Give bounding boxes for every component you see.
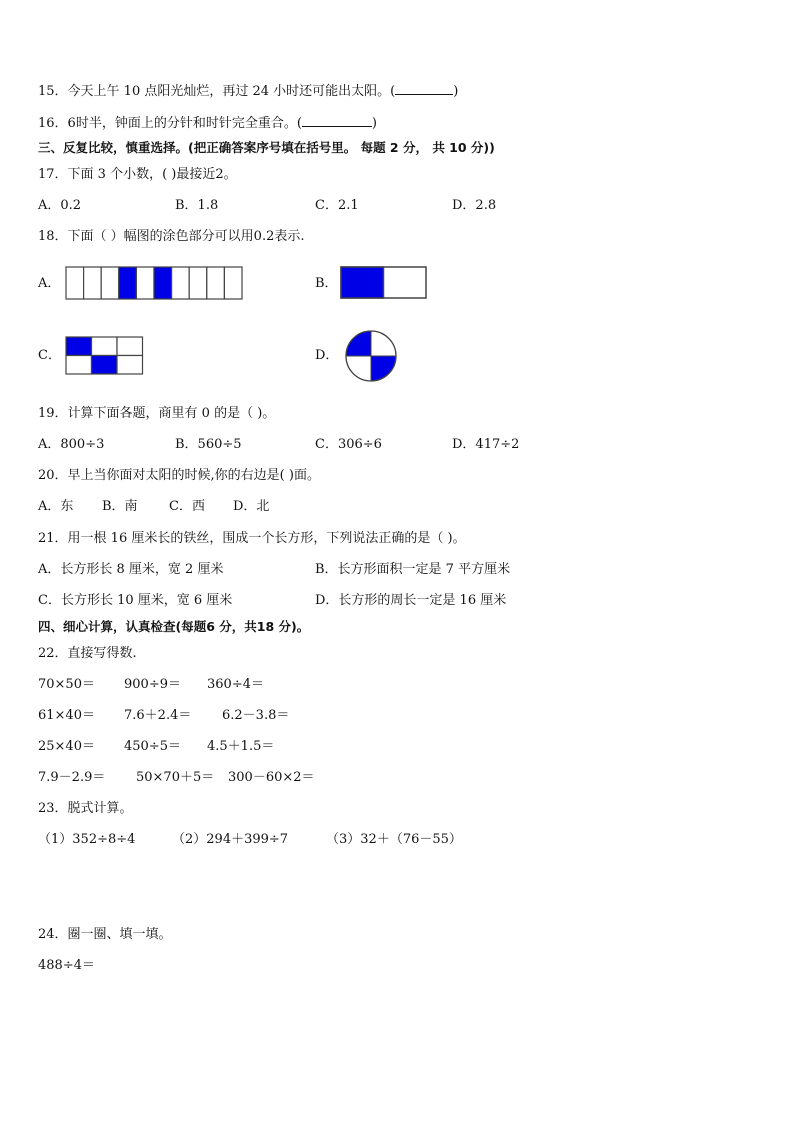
calc-item: 360÷4＝ [207,677,264,692]
q19-option-c[interactable]: C．306÷6 [315,437,382,452]
q19-option-d[interactable]: D．417÷2 [452,437,520,452]
answer-blank-16[interactable] [302,114,372,127]
figure-a-cell [207,267,225,299]
calc-item: 4.5＋1.5＝ [207,739,275,754]
figure-c-cell [92,356,118,375]
figure-a-cell [224,267,242,299]
figure-a-cell [66,267,84,299]
figure-b-shaded-part [341,267,384,298]
calc-item: 300－60×2＝ [228,770,315,785]
q21-option-c[interactable]: C．长方形长 10 厘米，宽 6 厘米 [38,593,233,608]
q17-option-a[interactable]: A．0.2 [38,198,82,213]
calc-item: 61×40＝ [38,708,95,723]
section-3-heading: 三、反复比较，慎重选择。(把正确答案序号填在括号里。 每题 2 分， 共 10 分)) [38,140,495,155]
figure-c-cell [117,356,143,375]
figure-a-cell [119,267,137,299]
q18-label-b: B． [315,276,338,291]
question-16-close: ) [371,116,377,131]
question-15 [38,82,458,101]
question-16 [38,114,377,133]
figure-c-cell [66,356,92,375]
calc-item: 50×70＋5＝ [136,770,215,785]
q21-option-b[interactable]: B．长方形面积一定是 7 平方厘米 [315,562,511,577]
step-calc-item-1: （1）352÷8÷4 [38,832,136,847]
question-15-text: 15．今天上午 10 点阳光灿烂，再过 24 小时还可能出太阳。( [38,84,396,99]
question-23-stem: 23．脱式计算。 [38,801,133,816]
question-18-stem: 18．下面（ ）幅图的涂色部分可以用0.2表示. [38,229,305,244]
question-22-stem: 22．直接写得数. [38,646,137,661]
figure-b-bar[interactable] [340,266,428,300]
q18-label-d: D． [315,348,339,363]
figure-c-grid[interactable] [65,336,145,376]
question-19-stem: 19．计算下面各题，商里有 0 的是（ )。 [38,406,276,421]
step-calc-item-2: （2）294＋399÷7 [172,832,289,847]
calc-item: 450÷5＝ [124,739,181,754]
calc-item: 70×50＝ [38,677,95,692]
q17-option-b[interactable]: B．1.8 [175,198,219,213]
calc-item: 900÷9＝ [124,677,181,692]
figure-a-cell [189,267,207,299]
question-16-text: 16．6时半，钟面上的分针和时针完全重合。( [38,116,302,131]
q20-option-c[interactable]: C．西 [169,499,205,514]
q19-option-b[interactable]: B．560÷5 [175,437,242,452]
calc-item: 25×40＝ [38,739,95,754]
figure-d-circle[interactable] [344,328,398,384]
figure-a-cell [154,267,172,299]
question-20-stem: 20．早上当你面对太阳的时候,你的右边是( )面。 [38,468,320,483]
step-calc-item-3: （3）32＋（76－55） [326,832,462,847]
q20-option-a[interactable]: A．东 [38,499,74,514]
question-17-stem: 17．下面 3 个小数，( )最接近2。 [38,167,237,182]
figure-a-cell [84,267,102,299]
calc-item: 6.2－3.8＝ [222,708,290,723]
q18-label-a: A． [38,276,61,291]
q18-label-c: C． [38,348,61,363]
q19-option-a[interactable]: A．800÷3 [38,437,105,452]
figure-a-strip[interactable] [64,264,244,302]
question-24-stem: 24．圈一圈、填一填。 [38,927,172,942]
question-15-close: ) [453,84,459,99]
q20-option-d[interactable]: D．北 [233,499,270,514]
q20-option-b[interactable]: B．南 [102,499,138,514]
question-24-expression: 488÷4＝ [38,958,95,973]
calc-item: 7.9－2.9＝ [38,770,106,785]
figure-a-cell [136,267,154,299]
figure-a-cell [101,267,119,299]
q17-option-c[interactable]: C．2.1 [315,198,359,213]
calc-item: 7.6＋2.4＝ [124,708,192,723]
q17-option-d[interactable]: D．2.8 [452,198,497,213]
figure-c-cell [66,337,92,356]
q21-option-a[interactable]: A．长方形长 8 厘米，宽 2 厘米 [38,562,224,577]
figure-c-cell [92,337,118,356]
q21-option-d[interactable]: D．长方形的周长一定是 16 厘米 [315,593,507,608]
question-21-stem: 21．用一根 16 厘米长的铁丝，围成一个长方形，下列说法正确的是（ )。 [38,531,466,546]
figure-c-cell [117,337,143,356]
figure-a-cell [172,267,190,299]
answer-blank-15[interactable] [395,82,453,95]
section-4-heading: 四、细心计算，认真检查(每题6 分，共18 分)。 [38,619,310,634]
